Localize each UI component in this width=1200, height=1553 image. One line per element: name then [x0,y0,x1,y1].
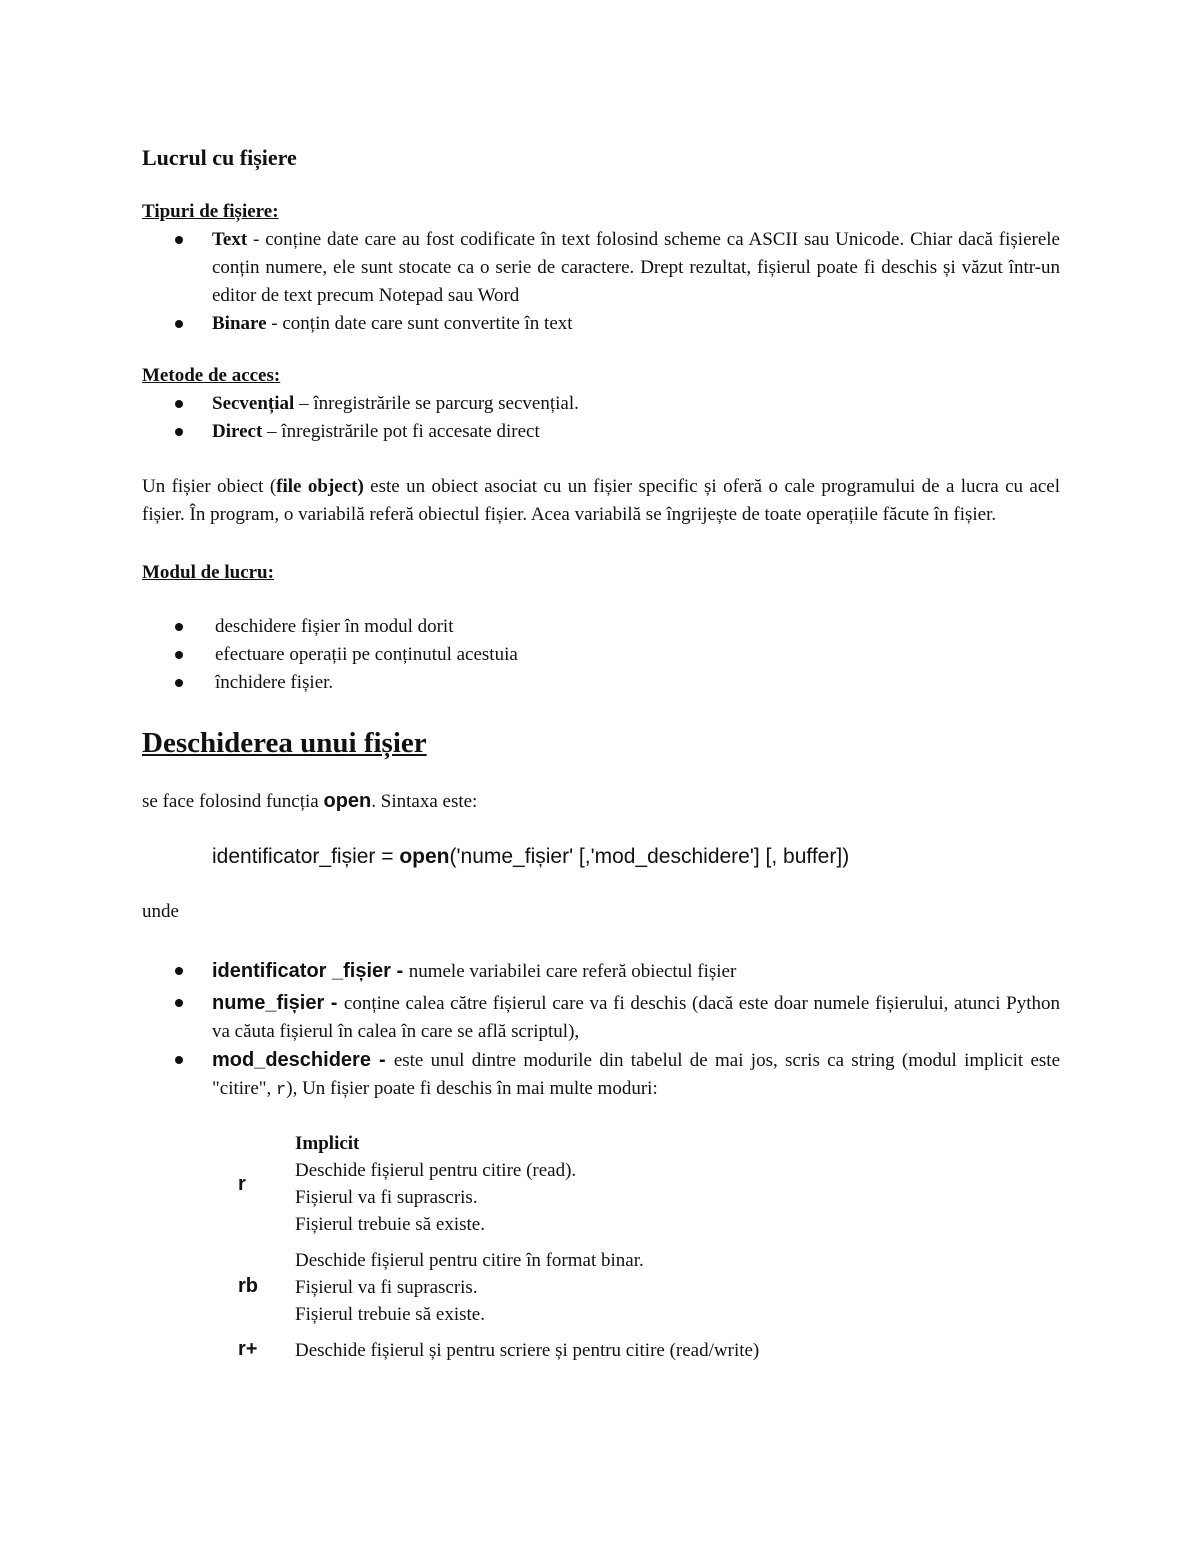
param-term: identificator _fișier - [212,960,409,982]
item-term: Text [212,229,248,250]
mode-line: Fișierul trebuie să existe. [295,1304,485,1325]
mode-heading: Modul de lucru: [142,562,274,583]
param-text: numele variabilei care referă obiectul fișier [408,961,737,982]
list-item [142,390,1060,418]
bullet-icon [175,679,183,687]
list-item [142,956,1060,987]
access-heading: Metode de acces: [142,365,281,386]
mode-line: Fișierul trebuie să existe. [295,1214,485,1235]
param-term: nume_fișier - [212,992,344,1014]
item-term: Direct [212,421,263,442]
types-list [142,226,1060,338]
item-text: închidere fișier. [215,672,334,693]
access-list [142,390,1060,446]
mode-line: Fișierul va fi suprascris. [295,1187,478,1208]
list-item [142,226,1060,310]
paragraph-text: este un obiect asociat cu un fișier specific și oferă o cale programului de a lucra cu acel fișier. În program, o variabilă referă obiectul fișier. Acea variabilă se îngrijește de toate operațiile făcute în fișier. [142,476,1061,525]
open-intro [142,787,1060,816]
list-item [142,669,1060,697]
table-header: Implicit [295,1133,360,1154]
list-item [142,613,1060,641]
intro-text: se face folosind funcția [142,791,324,812]
item-term: Binare [212,313,267,334]
doc-title: Lucrul cu fișiere [142,145,297,170]
params-list [142,956,1060,1105]
types-heading: Tipuri de fișiere: [142,201,279,222]
param-text: este unul dintre modurile din tabelul de mai jos, scris ca string (modul implicit este "citire", [212,1050,1061,1099]
param-term: mod_deschidere - [212,1049,394,1071]
item-text: - conține date care au fost codificate în text folosind scheme ca ASCII sau Unicode. Chiar dacă fișierele conțin numere, ele sunt stocate ca o serie de caractere. Drept rezultat, fișierul poate fi deschis și văzut într-un editor de text precum Notepad sau Word [212,229,1060,306]
syntax-text: identificator_fișier = [212,845,400,868]
bullet-icon [175,999,183,1007]
mode-list [142,613,1060,697]
open-function: open [323,790,372,812]
mode-line: Deschide fișierul pentru citire în format binar. [295,1250,644,1271]
item-text: deschidere fișier în modul dorit [215,616,454,637]
mode-description [295,1241,759,1331]
item-term: Secvențial [212,393,295,414]
list-item [142,989,1060,1046]
unde-label: unde [142,901,179,922]
paragraph-text: Un fișier obiect ( [142,476,277,497]
param-text: conține calea către fișierul care va fi deschis (dacă este doar numele fișierului, atunci Python va căuta fișierul în calea în care se află scriptul), [212,993,1060,1042]
bullet-icon [175,320,183,328]
item-text: efectuare operații pe conținutul acestuia [215,644,518,665]
file-object-term: file object) [276,476,364,497]
param-text: ), Un fișier poate fi deschis în mai multe moduri: [286,1078,658,1099]
bullet-icon [175,428,183,436]
document-body [142,140,1060,1367]
table-row [238,1241,759,1331]
item-text: – înregistrările se parcurg secvențial. [294,393,579,414]
list-item [142,641,1060,669]
mode-line: Deschide fișierul și pentru scriere și pentru citire (read/write) [295,1340,760,1361]
mode-line: Deschide fișierul pentru citire (read). [295,1160,577,1181]
syntax-text: ('nume_fișier' [,'mod_deschidere'] [, buffer]) [449,845,850,868]
list-item [142,1046,1060,1105]
list-item [142,418,1060,446]
mode-description [295,1127,759,1241]
bullet-icon [175,236,183,244]
mode-line: Fișierul va fi suprascris. [295,1277,478,1298]
mode-code: r+ [238,1337,258,1360]
param-code: r [276,1081,287,1100]
table-row [238,1127,759,1241]
mode-code: r [238,1172,246,1195]
mode-description [295,1331,759,1367]
item-text: - conțin date care sunt convertite în text [266,313,573,334]
bullet-icon [175,651,183,659]
list-item [142,310,1060,338]
item-text: – înregistrările pot fi accesate direct [262,421,540,442]
syntax-line [142,842,1060,872]
table-row [238,1331,759,1367]
open-heading: Deschiderea unui fișier [142,727,427,759]
syntax-function: open [399,845,450,868]
file-object-paragraph [142,473,1060,529]
bullet-icon [175,1056,183,1064]
modes-table [238,1127,759,1367]
intro-text: . Sintaxa este: [371,791,478,812]
bullet-icon [175,400,183,408]
bullet-icon [175,967,183,975]
mode-code: rb [238,1274,258,1297]
bullet-icon [175,623,183,631]
